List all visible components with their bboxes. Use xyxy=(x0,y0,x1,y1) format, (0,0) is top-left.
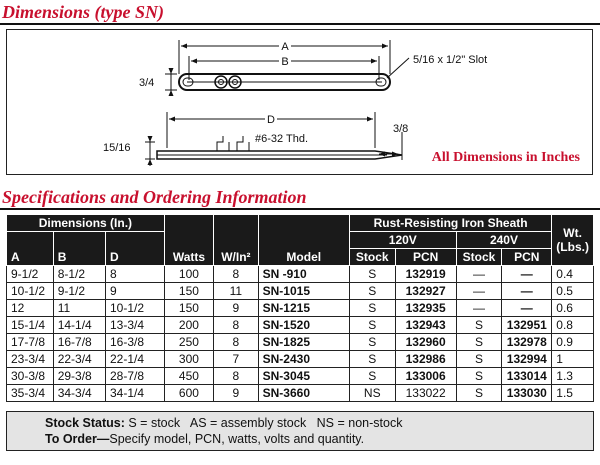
table-row xyxy=(7,368,594,385)
stock-status-text: S = stock AS = assembly stock NS = non-stock xyxy=(128,416,403,430)
dimensions-section-title: Dimensions (type SN) xyxy=(2,2,164,22)
width-label: 3/4 xyxy=(139,77,155,89)
cell-a: 23-3/4 xyxy=(7,351,54,368)
thread-label: #6-32 Thd. xyxy=(255,133,309,145)
cell-a: 12 xyxy=(7,300,54,317)
cell-stock-120: S xyxy=(349,266,395,283)
cell-stock-240: S xyxy=(456,385,502,402)
cell-pcn-120: 132943 xyxy=(395,317,456,334)
cell-pcn-240: — xyxy=(502,283,552,300)
cell-weight: 0.6 xyxy=(552,300,594,317)
cell-weight: 1.5 xyxy=(552,385,594,402)
cell-watts: 150 xyxy=(164,300,213,317)
cell-a: 35-3/4 xyxy=(7,385,54,402)
table-row xyxy=(7,266,594,283)
cell-stock-120: NS xyxy=(349,385,395,402)
header-stock-120: Stock xyxy=(349,249,395,266)
stock-status-line xyxy=(45,415,593,431)
cell-watts: 100 xyxy=(164,266,213,283)
cell-pcn-120: 132919 xyxy=(395,266,456,283)
header-b: B xyxy=(53,232,105,266)
cell-pcn-240: 132951 xyxy=(502,317,552,334)
header-dimensions: Dimensions (In.) xyxy=(7,215,165,232)
cell-pcn-120: 132960 xyxy=(395,334,456,351)
label-b: B xyxy=(281,56,289,68)
cell-a: 17-7/8 xyxy=(7,334,54,351)
cell-pcn-120: 133006 xyxy=(395,368,456,385)
header-a: A xyxy=(7,232,54,266)
table-row xyxy=(7,317,594,334)
cell-pcn-120: 133022 xyxy=(395,385,456,402)
cell-stock-120: S xyxy=(349,300,395,317)
cell-weight: 1 xyxy=(552,351,594,368)
cell-b: 16-7/8 xyxy=(53,334,105,351)
label-a: A xyxy=(281,41,289,53)
arrow-d-right xyxy=(367,117,373,122)
cell-watts: 250 xyxy=(164,334,213,351)
cell-watts: 300 xyxy=(164,351,213,368)
arrow-a-left xyxy=(181,44,187,49)
dimension-diagram xyxy=(6,29,593,175)
arrow-width-top xyxy=(169,68,174,74)
cell-d: 34-1/4 xyxy=(105,385,164,402)
table-row xyxy=(7,334,594,351)
cell-d: 22-1/4 xyxy=(105,351,164,368)
cell-model: SN-1015 xyxy=(258,283,349,300)
cell-win: 8 xyxy=(214,334,259,351)
cell-pcn-120: 132927 xyxy=(395,283,456,300)
cell-stock-240: S xyxy=(456,351,502,368)
cell-stock-240: — xyxy=(456,283,502,300)
table-row xyxy=(7,300,594,317)
cell-d: 9 xyxy=(105,283,164,300)
cell-weight: 0.9 xyxy=(552,334,594,351)
cell-model: SN-1520 xyxy=(258,317,349,334)
arrow-a-right xyxy=(382,44,388,49)
units-note: All Dimensions in Inches xyxy=(431,150,580,165)
cell-win: 11 xyxy=(214,283,259,300)
cell-win: 9 xyxy=(214,300,259,317)
height-label: 15/16 xyxy=(103,142,131,154)
stud-right xyxy=(237,136,249,151)
cell-pcn-240: 133014 xyxy=(502,368,552,385)
title-rule xyxy=(0,208,600,210)
cell-stock-240: — xyxy=(456,266,502,283)
cell-weight: 0.4 xyxy=(552,266,594,283)
cell-win: 8 xyxy=(214,266,259,283)
header-pcn-120: PCN xyxy=(395,249,456,266)
cell-a: 15-1/4 xyxy=(7,317,54,334)
offset-label: 3/8 xyxy=(393,123,409,135)
cell-a: 10-1/2 xyxy=(7,283,54,300)
cell-stock-120: S xyxy=(349,368,395,385)
cell-stock-240: S xyxy=(456,317,502,334)
cell-b: 11 xyxy=(53,300,105,317)
cell-stock-120: S xyxy=(349,283,395,300)
cell-b: 14-1/4 xyxy=(53,317,105,334)
title-rule xyxy=(0,23,600,25)
stud-left xyxy=(217,136,229,151)
arrow-width-bottom xyxy=(169,90,174,96)
cell-b: 9-1/2 xyxy=(53,283,105,300)
cell-a: 9-1/2 xyxy=(7,266,54,283)
arrow-b-left xyxy=(191,59,197,64)
cell-b: 8-1/2 xyxy=(53,266,105,283)
table-row xyxy=(7,283,594,300)
header-pcn-240: PCN xyxy=(502,249,552,266)
cell-pcn-120: 132935 xyxy=(395,300,456,317)
order-line xyxy=(45,431,593,447)
cell-d: 13-3/4 xyxy=(105,317,164,334)
cell-model: SN-1215 xyxy=(258,300,349,317)
cell-stock-240: S xyxy=(456,334,502,351)
arrow-height-top xyxy=(148,136,153,142)
arrow-d-left xyxy=(169,117,175,122)
header-model: Model xyxy=(258,215,349,266)
cell-stock-240: — xyxy=(456,300,502,317)
cell-d: 10-1/2 xyxy=(105,300,164,317)
cell-pcn-240: 132994 xyxy=(502,351,552,368)
header-watts: Watts xyxy=(164,215,213,266)
cell-model: SN-3660 xyxy=(258,385,349,402)
slot-label: 5/16 x 1/2" Slot xyxy=(413,54,488,66)
stock-status-label: Stock Status: xyxy=(45,416,125,430)
cell-model: SN-3045 xyxy=(258,368,349,385)
cell-model: SN-2430 xyxy=(258,351,349,368)
cell-weight: 0.8 xyxy=(552,317,594,334)
cell-watts: 200 xyxy=(164,317,213,334)
cell-d: 16-3/8 xyxy=(105,334,164,351)
specs-section-title: Specifications and Ordering Information xyxy=(2,187,307,207)
cell-weight: 1.3 xyxy=(552,368,594,385)
header-weight: Wt. (Lbs.) xyxy=(552,215,594,266)
cell-pcn-240: — xyxy=(502,300,552,317)
header-rust-sheath: Rust-Resisting Iron Sheath xyxy=(349,215,551,232)
cell-b: 29-3/8 xyxy=(53,368,105,385)
cell-stock-240: S xyxy=(456,368,502,385)
header-120v: 120V xyxy=(349,232,456,249)
cell-win: 8 xyxy=(214,368,259,385)
cell-d: 28-7/8 xyxy=(105,368,164,385)
header-240v: 240V xyxy=(456,232,552,249)
ordering-footer xyxy=(6,411,594,451)
order-text: Specify model, PCN, watts, volts and quantity. xyxy=(109,432,365,446)
cell-watts: 450 xyxy=(164,368,213,385)
cell-pcn-240: 132978 xyxy=(502,334,552,351)
header-d: D xyxy=(105,232,164,266)
cell-stock-120: S xyxy=(349,334,395,351)
cell-stock-120: S xyxy=(349,317,395,334)
cell-win: 7 xyxy=(214,351,259,368)
table-row xyxy=(7,351,594,368)
cell-model: SN -910 xyxy=(258,266,349,283)
cell-stock-120: S xyxy=(349,351,395,368)
header-stock-240: Stock xyxy=(456,249,502,266)
cell-weight: 0.5 xyxy=(552,283,594,300)
cell-d: 8 xyxy=(105,266,164,283)
cell-a: 30-3/8 xyxy=(7,368,54,385)
arrow-b-right xyxy=(371,59,377,64)
table-row xyxy=(7,385,594,402)
cell-b: 22-3/4 xyxy=(53,351,105,368)
label-d: D xyxy=(267,114,275,126)
cell-pcn-120: 132986 xyxy=(395,351,456,368)
cell-win: 8 xyxy=(214,317,259,334)
cell-win: 9 xyxy=(214,385,259,402)
cell-watts: 150 xyxy=(164,283,213,300)
header-win: W/In² xyxy=(214,215,259,266)
order-label: To Order— xyxy=(45,432,110,446)
arrow-height-bottom xyxy=(148,159,153,165)
spec-table xyxy=(6,214,594,402)
cell-model: SN-1825 xyxy=(258,334,349,351)
cell-watts: 600 xyxy=(164,385,213,402)
cell-b: 34-3/4 xyxy=(53,385,105,402)
cell-pcn-240: 133030 xyxy=(502,385,552,402)
cell-pcn-240: — xyxy=(502,266,552,283)
